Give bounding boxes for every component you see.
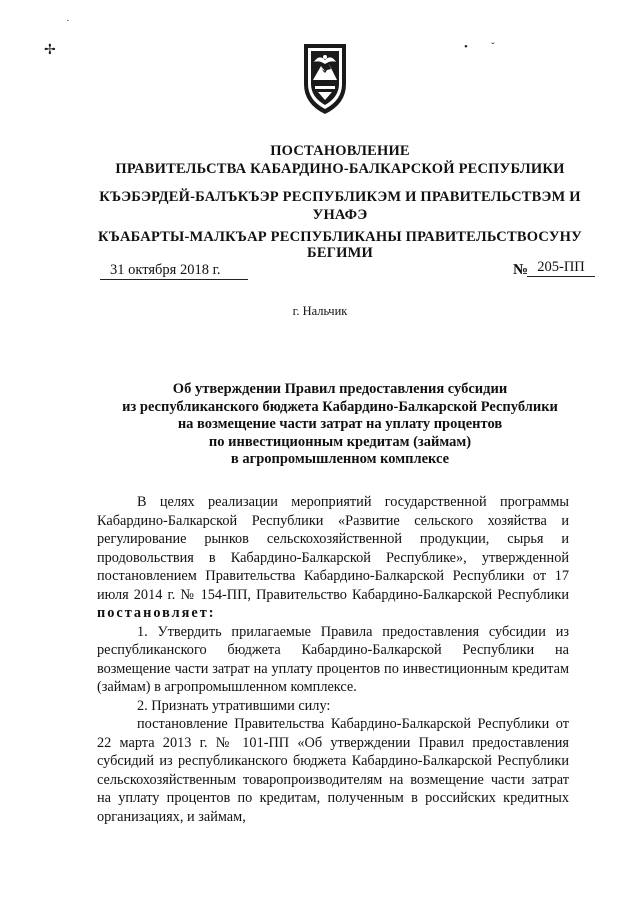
heading-balkar-cont: БЕГИМИ bbox=[307, 245, 373, 261]
title-line: Об утверждении Правил предоставления субсидии bbox=[172, 381, 508, 397]
heading-balkar: КЪАБАРТЫ-МАЛКЪАР РЕСПУБЛИКАНЫ ПРАВИТЕЛЬСТВОСУНУ bbox=[98, 229, 582, 245]
number-sign: № bbox=[513, 262, 529, 278]
title-line: из республиканского бюджета Кабардино-Балкарской Республики bbox=[122, 398, 558, 415]
paragraph: 1. Утвердить прилагаемые Правила предоставления субсидии из республиканского бюджета Кабардино-Балкарской Республики на возмещение части затрат на уплату процентов по инвестиционным кредитам (займам) в агропромышленном комплексе. bbox=[97, 623, 569, 695]
title-line: на возмещение части затрат на уплату процентов bbox=[177, 416, 503, 433]
title-line: в агропромышленном комплексе bbox=[230, 451, 450, 468]
paragraph: В целях реализации мероприятий государственной программы Кабардино-Балкарской Республики «Развитие сельского хозяйства и регулирование рынков сельскохозяйственной продукции, сырья и продовольствия в Кабардино-Балкарской Республике», утвержденной постановлением Правительства Кабардино-Балкарской Республики от 17 июля 2014 г. № 154-ПП, Правительство Кабардино-Балкарской Республики постановляет: bbox=[97, 494, 569, 621]
scan-speck: ✢ bbox=[44, 43, 56, 58]
scan-speck: • bbox=[464, 41, 468, 53]
document-title bbox=[80, 381, 600, 469]
city: г. Нальчик bbox=[292, 304, 348, 318]
heading-kabardian: КЪЭБЭРДЕЙ-БАЛЪКЪЭР РЕСПУБЛИКЭМ И ПРАВИТЕЛЬСТВЭМ И УНАФЭ bbox=[99, 189, 581, 223]
coat-of-arms-emblem-icon bbox=[301, 40, 349, 116]
paragraph: постановление Правительства Кабардино-Балкарской Республики от 22 марта 2013 г. № 101-ПП «Об утверждении Правил предоставления субсидий из республиканского бюджета Кабардино-Балкарской Республики сельскохозяйственным товаропроизводителям на возмещение части затрат на уплату процентов по кредитам, полученным в российских кредитных организациях, и займам, bbox=[97, 716, 569, 825]
document-date: 31 октября 2018 г. bbox=[100, 261, 248, 280]
scan-speck: ˙ bbox=[66, 18, 70, 30]
title-line: по инвестиционным кредитам (займам) bbox=[208, 433, 472, 450]
doc-type-heading: ПОСТАНОВЛЕНИЕ ПРАВИТЕЛЬСТВА КАБАРДИНО-БАЛКАРСКОЙ РЕСПУБЛИКИ bbox=[115, 143, 565, 177]
document-number: 205-ПП bbox=[527, 258, 595, 277]
keyword-postanovlyaet: постановляет: bbox=[97, 605, 216, 621]
document-body bbox=[97, 493, 569, 826]
paragraph: 2. Признать утратившими силу: bbox=[137, 697, 331, 714]
scan-speck: ˇ bbox=[491, 41, 495, 53]
